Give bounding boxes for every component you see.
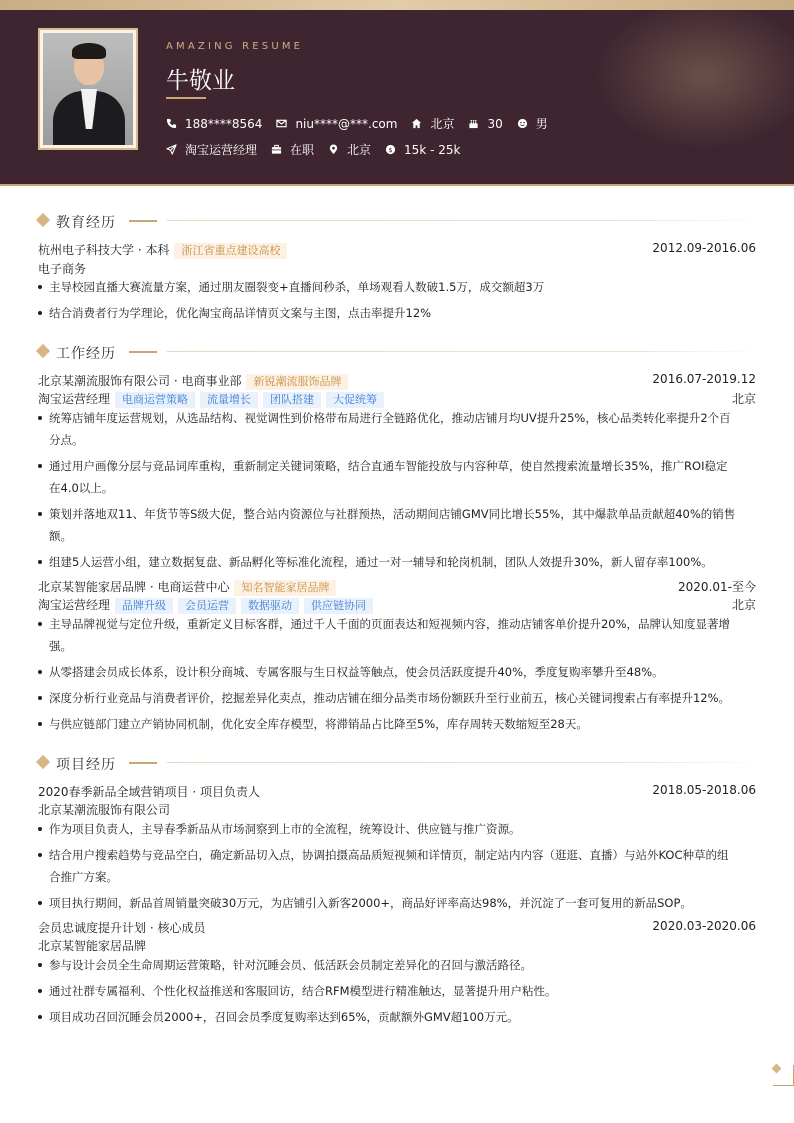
phone-item bbox=[166, 117, 262, 131]
email-item bbox=[276, 117, 397, 131]
skill-tag: 会员运营 bbox=[178, 598, 236, 614]
education-school: 杭州电子科技大学 · 本科 bbox=[38, 243, 170, 257]
tagline: AMAZING RESUME bbox=[166, 41, 304, 52]
bullet-continuation-text: 分点。 bbox=[49, 433, 84, 447]
education-dates: 2012.09-2016.06 bbox=[652, 241, 756, 255]
work-bullet-continued bbox=[38, 525, 756, 547]
project-title: 会员忠诚度提升计划 · 核心成员 bbox=[38, 921, 206, 935]
age-item bbox=[468, 117, 502, 131]
project-bullet: 项目成功召回沉睡会员2000+，召回会员季度复购率达到65%，贡献额外GMV超100万元。 bbox=[38, 1006, 756, 1028]
corner-ornament bbox=[773, 1065, 794, 1087]
work-company: 北京某潮流服饰有限公司 · 电商事业部 bbox=[38, 374, 242, 388]
send-icon bbox=[166, 144, 177, 155]
profile-photo-frame bbox=[38, 28, 138, 150]
location-icon bbox=[328, 144, 339, 155]
work-role: 淘宝运营经理 bbox=[38, 392, 111, 406]
header-bottom-line bbox=[0, 184, 794, 186]
skill-tag: 数据驱动 bbox=[241, 598, 299, 614]
work-dates: 2016.07-2019.12 bbox=[652, 372, 756, 386]
work-role-row bbox=[38, 390, 756, 408]
skill-tag: 团队搭建 bbox=[263, 392, 321, 408]
work-bullet: 主导品牌视觉与定位升级，重新定义目标客群，通过千人千面的页面表达和短视频内容，推动店铺客单价提升20%，品牌认知度显著增 bbox=[38, 613, 756, 635]
skill-tag: 电商运营策略 bbox=[115, 392, 195, 408]
section-diamond-icon bbox=[36, 213, 50, 227]
corner-line-horizontal bbox=[773, 1085, 794, 1086]
work-bullet: 从零搭建会员成长体系，设计积分商城、专属客服与生日权益等触点，使会员活跃度提升40%，季度复购率攀升至48%。 bbox=[38, 661, 756, 683]
job-status-item bbox=[271, 141, 314, 158]
work-company: 北京某智能家居品牌 · 电商运营中心 bbox=[38, 580, 230, 594]
mail-icon bbox=[276, 118, 287, 129]
work-city: 北京 bbox=[731, 392, 756, 406]
section-projects-heading bbox=[34, 754, 760, 772]
job-title-text: 淘宝运营经理 bbox=[185, 143, 258, 157]
photo-hair bbox=[72, 43, 106, 59]
job-title-item bbox=[166, 141, 257, 158]
work-city: 北京 bbox=[731, 598, 756, 612]
gender-text: 男 bbox=[535, 117, 548, 131]
section-diamond-icon bbox=[36, 755, 50, 769]
salary-icon bbox=[385, 144, 396, 155]
section-diamond-icon bbox=[36, 344, 50, 358]
gender-icon bbox=[517, 118, 528, 129]
gender-item bbox=[517, 115, 548, 132]
corner-diamond-icon bbox=[772, 1064, 782, 1074]
education-major: 电子商务 bbox=[38, 262, 87, 276]
work-bullet: 组建5人运营小组，建立数据复盘、新品孵化等标准化流程，通过一对一辅导和轮岗机制，团队人效提升30%，新人留存率100%。 bbox=[38, 551, 756, 573]
work-company-tag: 知名智能家居品牌 bbox=[234, 580, 336, 596]
briefcase-icon bbox=[271, 144, 282, 155]
hometown-text: 北京 bbox=[430, 117, 455, 131]
education-tag: 浙江省重点建设高校 bbox=[174, 243, 287, 259]
work-bullet: 与供应链部门建立产销协同机制，优化安全库存模型，将滞销品占比降至5%，库存周转天数缩短至28天。 bbox=[38, 713, 756, 735]
project-bullet: 项目执行期间，新品首周销量突破30万元，为店铺引入新客2000+，商品好评率高达98%，并沉淀了一套可复用的新品SOP。 bbox=[38, 892, 756, 914]
section-divider bbox=[167, 351, 760, 352]
project-bullet: 参与设计会员全生命周期运营策略，针对沉睡会员、低活跃会员制定差异化的召回与激活路径。 bbox=[38, 954, 756, 976]
section-title: 项目经历 bbox=[56, 757, 116, 773]
skill-tag: 品牌升级 bbox=[115, 598, 173, 614]
job-status-text: 在职 bbox=[290, 143, 315, 157]
resume-header bbox=[0, 10, 794, 186]
skill-tag: 流量增长 bbox=[200, 392, 258, 408]
target-city-text: 北京 bbox=[347, 143, 372, 157]
work-role: 淘宝运营经理 bbox=[38, 598, 111, 612]
hometown-item bbox=[411, 115, 454, 132]
candidate-name: 牛敬业 bbox=[166, 68, 235, 94]
email-address: niu****@***.com bbox=[295, 116, 398, 131]
work-bullet: 统筹店铺年度运营规划，从选品结构、视觉调性到价格带布局进行全链路优化，推动店铺月均UV提升25%，核心品类转化率提升2个百 bbox=[38, 407, 756, 429]
bullet-continuation-text: 在4.0以上。 bbox=[49, 481, 114, 495]
project-title: 2020春季新品全域营销项目 · 项目负责人 bbox=[38, 785, 260, 799]
project-title-row bbox=[38, 783, 756, 800]
work-dates: 2020.01-至今 bbox=[678, 580, 756, 594]
work-bullet: 通过用户画像分层与竞品词库重构，重新制定关键词策略，结合直通车智能投放与内容种草，使自然搜索流量增长35%，推广ROI稳定 bbox=[38, 455, 756, 477]
section-accent-line bbox=[129, 220, 157, 222]
education-bullet: 主导校园直播大赛流量方案，通过朋友圈裂变+直播间秒杀，单场观看人数破1.5万，成交额超3万 bbox=[38, 276, 756, 298]
target-city-item bbox=[328, 141, 371, 158]
age-text: 30 bbox=[487, 116, 503, 131]
home-icon bbox=[411, 118, 422, 129]
project-bullet: 结合用户搜索趋势与竞品空白，确定新品切入点，协调拍摄高品质短视频和详情页，制定站内内容（逛逛、直播）与站外KOC种草的组 bbox=[38, 844, 756, 866]
work-bullet: 深度分析行业竞品与消费者评价，挖掘差异化卖点，推动店铺在细分品类市场份额跃升至行业前五，核心关键词搜索占有率提升12%。 bbox=[38, 687, 756, 709]
section-accent-line bbox=[129, 351, 157, 353]
section-title: 工作经历 bbox=[56, 346, 116, 362]
contact-row bbox=[166, 115, 562, 132]
phone-icon bbox=[166, 118, 177, 129]
work-company-row bbox=[38, 372, 756, 390]
project-company: 北京某智能家居品牌 bbox=[38, 939, 147, 953]
project-bullet: 通过社群专属福利、个性化权益推送和客服回访，结合RFM模型进行精准触达，显著提升用户粘性。 bbox=[38, 980, 756, 1002]
work-company-tag: 新锐潮流服饰品牌 bbox=[246, 374, 348, 390]
work-bullet-continued bbox=[38, 635, 756, 657]
project-bullet: 作为项目负责人，主导春季新品从市场洞察到上市的全流程，统筹设计、供应链与推广资源。 bbox=[38, 818, 756, 840]
work-bullet-continued bbox=[38, 477, 756, 499]
skill-tag: 供应链协同 bbox=[304, 598, 373, 614]
bullet-continuation-text: 强。 bbox=[49, 639, 72, 653]
education-bullet: 结合消费者行为学理论，优化淘宝商品详情页文案与主图，点击率提升12% bbox=[38, 302, 756, 324]
work-role-row bbox=[38, 596, 756, 614]
header-glow bbox=[594, 10, 794, 150]
section-title: 教育经历 bbox=[56, 215, 116, 231]
project-dates: 2018.05-2018.06 bbox=[652, 783, 756, 797]
project-dates: 2020.03-2020.06 bbox=[652, 919, 756, 933]
education-school-row bbox=[38, 241, 756, 259]
name-underline bbox=[166, 97, 206, 99]
salary-text: 15k - 25k bbox=[404, 142, 461, 157]
section-accent-line bbox=[129, 762, 157, 764]
profile-photo bbox=[43, 33, 133, 145]
salary-item bbox=[385, 143, 460, 157]
skill-tag: 大促统筹 bbox=[326, 392, 384, 408]
work-bullet: 策划并落地双11、年货节等S级大促，整合站内资源位与社群预热，活动期间店铺GMV同比增长55%，其中爆款单品贡献超40%的销售 bbox=[38, 503, 756, 525]
phone-number: 188****8564 bbox=[185, 116, 263, 131]
project-bullet-continued bbox=[38, 866, 756, 888]
project-company: 北京某潮流服饰有限公司 bbox=[38, 803, 171, 817]
project-title-row bbox=[38, 919, 756, 936]
svg-text:$: $ bbox=[388, 145, 393, 154]
age-icon bbox=[468, 118, 479, 129]
work-company-row bbox=[38, 578, 756, 596]
bullet-continuation-text: 合推广方案。 bbox=[49, 870, 118, 884]
bullet-continuation-text: 额。 bbox=[49, 529, 72, 543]
top-gold-strip bbox=[0, 0, 794, 10]
work-bullet-continued bbox=[38, 429, 756, 451]
section-divider bbox=[167, 220, 760, 221]
job-intent-row bbox=[166, 141, 474, 158]
section-divider bbox=[167, 762, 760, 763]
section-work-heading bbox=[34, 343, 760, 361]
section-education-heading bbox=[34, 212, 760, 230]
